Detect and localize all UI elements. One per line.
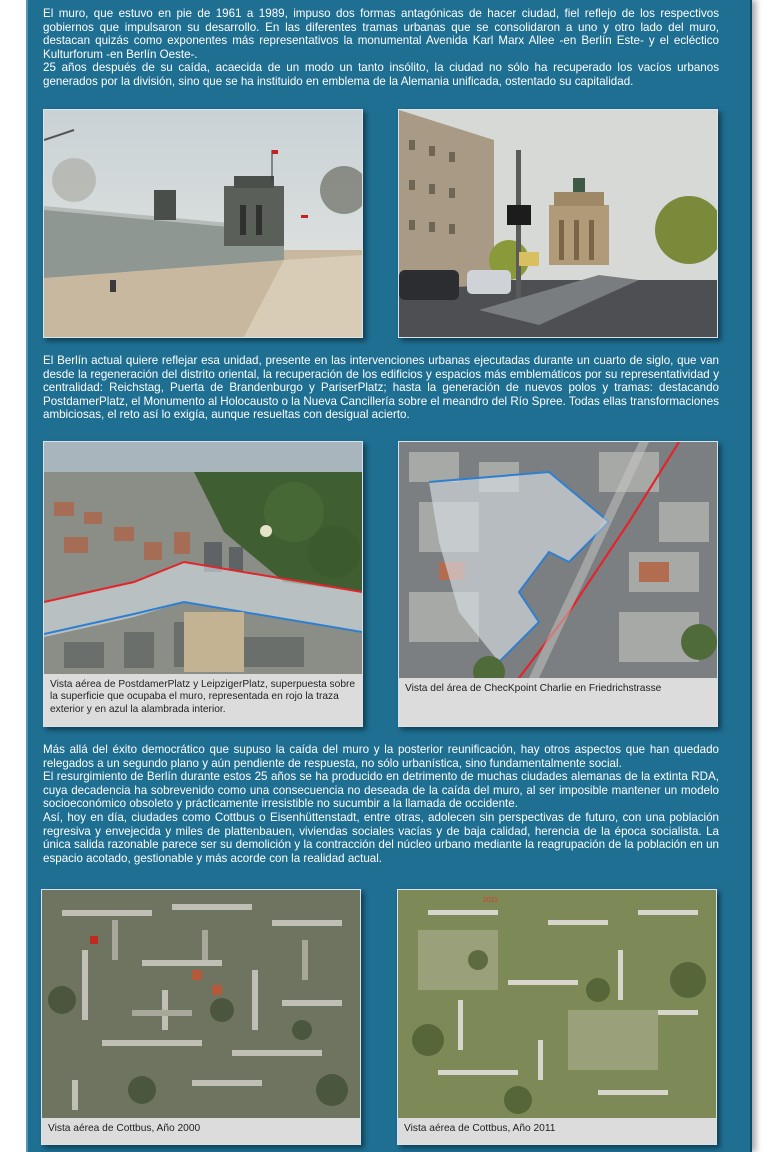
photo-checkpoint-charlie-aerial (398, 441, 718, 727)
photo-potsdamer-platz-aerial (43, 441, 363, 727)
caption-cottbus-2011: Vista aérea de Cottbus, Año 2011 (398, 1118, 716, 1144)
intro-paragraph-2: 25 años después de su caída, acaecida de un modo un tanto insólito, la ciudad no sólo ha recuperado los vacíos urbanos generados por la división, sino que se ha instituido en emblema de la Alemania unificada, ostentado su capitalidad. (43, 61, 719, 88)
middle-text (43, 354, 719, 422)
intro-text (43, 7, 719, 89)
caption-potsdamer: Vista aérea de PostdamerPlatz y LeipzigerPlatz, superpuesta sobre la superficie que ocupaba el muro, representada en rojo la traza exterior y en azul la alambrada interior. (44, 674, 362, 726)
photo-berlin-wall-1989 (43, 109, 363, 338)
photo-brandenburg-gate-today (398, 109, 718, 338)
year-label-2011: 2011 (483, 897, 499, 904)
middle-paragraph-1: El Berlín actual quiere reflejar esa unidad, presente en las intervenciones urbanas ejecutadas durante un cuarto de siglo, que van desde la regeneración del distrito oriental, la recuperación de los edificios y espacios más emblemáticos por su representatividad y centralidad: Reichstag, Puerta de Brandenburgo y PariserPlatz; hasta la generación de nuevos polos y tramas: destacando PostdamerPlatz, el Monumento al Holocausto o la Nueva Cancillería sobre el meandro del Río Spree. Todas ellas transformaciones ambiciosas, el reto así lo exigía, aunque resueltas con desigual acierto. (43, 354, 719, 422)
intro-paragraph-1: El muro, que estuvo en pie de 1961 a 1989, impuso dos formas antagónicas de hacer ciudad, fiel reflejo de los respectivos gobiernos que impulsaron su desarrollo. En las diferentes tramas urbanas que se consolidaron a uno y otro lado del muro, destacan quizás como exponentes más representativos la monumental Avenida Karl Marx Allee -en Berlín Este- y el ecléctico Kulturforum -en Berlín Oeste-. (43, 7, 719, 61)
caption-checkpoint: Vista del área de ChecKpoint Charlie en Friedrichstrasse (399, 678, 717, 726)
closing-text (43, 743, 719, 865)
closing-paragraph-2: El resurgimiento de Berlín durante estos 25 años se ha producido en detrimento de muchas ciudades alemanas de la extinta RDA, cuya decadencia ha sobrevenido como una consecuencia no deseada de la caída del muro, al ser imposible mantener un modelo socioeconómico obsoleto y prácticamente irresistible no sucumbir a la llamada de occidente. (43, 770, 719, 811)
photo-cottbus-2000 (41, 889, 361, 1145)
photo-cottbus-2011 (397, 889, 717, 1145)
closing-paragraph-3: Así, hoy en día, ciudades como Cottbus o Eisenhüttenstadt, entre otras, adolecen sin perspectivas de futuro, con una población regresiva y envejecida y miles de plattenbauen, viviendas sociales vacías y de baja calidad, herencia de la época socialista. La única salida razonable parece ser su demolición y la contracción del núcleo urbano mediante la reagrupación de la población en un espacio acotado, gestionable y más acorde con la realidad actual. (43, 810, 719, 865)
caption-cottbus-2000: Vista aérea de Cottbus, Año 2000 (42, 1118, 360, 1144)
closing-paragraph-1: Más allá del éxito democrático que supuso la caída del muro y la posterior reunificación, hay otros aspectos que han quedado relegados a un segundo plano y aún pendiente de respuesta, no sólo urbanística, sino fundamentalmente social. (43, 743, 719, 770)
